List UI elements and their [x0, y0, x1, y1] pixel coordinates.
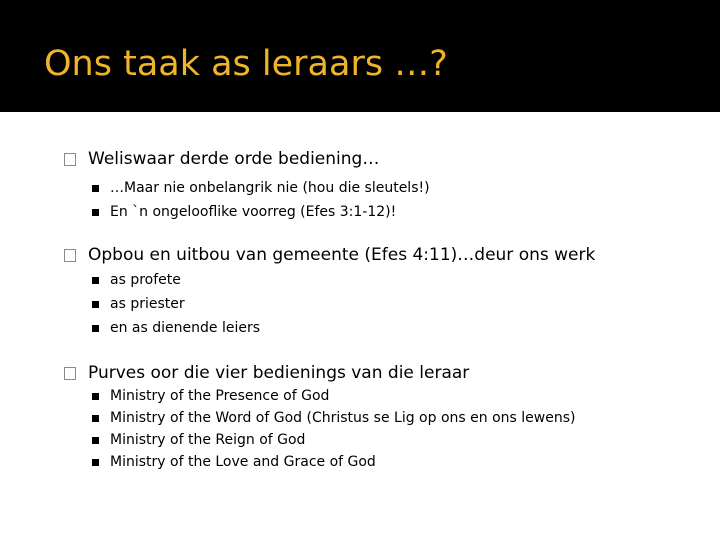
- bullet-text: as priester: [110, 296, 185, 312]
- bullet-text: Weliswaar derde orde bediening…: [88, 149, 380, 169]
- bullet-level2: [92, 202, 396, 222]
- bullet-level1: [64, 244, 595, 266]
- bullet-text: …Maar nie onbelangrik nie (hou die sleutels!): [110, 180, 430, 196]
- filled-square-bullet-icon: [92, 185, 99, 192]
- bullet-text: Opbou en uitbou van gemeente (Efes 4:11)…deur ons werk: [88, 245, 596, 265]
- filled-square-bullet-icon: [92, 277, 99, 284]
- bullet-level2: [92, 318, 260, 338]
- filled-square-bullet-icon: [92, 325, 99, 332]
- bullet-level2: [92, 386, 329, 406]
- bullet-text: Purves oor die vier bedienings van die leraar: [88, 363, 470, 383]
- filled-square-bullet-icon: [92, 459, 99, 466]
- bullet-text: En `n ongelooflike voorreg (Efes 3:1-12)!: [110, 204, 397, 220]
- filled-square-bullet-icon: [92, 393, 99, 400]
- empty-square-bullet-icon: [64, 249, 76, 262]
- bullet-level2: [92, 430, 305, 450]
- bullet-text: Ministry of the Reign of God: [110, 432, 306, 448]
- bullet-text: Ministry of the Word of God (Christus se Lig op ons en ons lewens): [110, 410, 576, 426]
- bullet-level2: [92, 452, 376, 472]
- bullet-text: Ministry of the Love and Grace of God: [110, 454, 376, 470]
- bullet-level1: [64, 148, 379, 170]
- slide-title: Ons taak as leraars …?: [44, 44, 448, 84]
- empty-square-bullet-icon: [64, 367, 76, 380]
- filled-square-bullet-icon: [92, 437, 99, 444]
- bullet-level2: [92, 270, 181, 290]
- filled-square-bullet-icon: [92, 301, 99, 308]
- filled-square-bullet-icon: [92, 209, 99, 216]
- bullet-level1: [64, 362, 469, 384]
- bullet-text: as profete: [110, 272, 181, 288]
- bullet-level2: [92, 408, 575, 428]
- bullet-text: Ministry of the Presence of God: [110, 388, 330, 404]
- bullet-level2: [92, 294, 185, 314]
- bullet-level2: [92, 178, 430, 198]
- empty-square-bullet-icon: [64, 153, 76, 166]
- filled-square-bullet-icon: [92, 415, 99, 422]
- bullet-text: en as dienende leiers: [110, 320, 261, 336]
